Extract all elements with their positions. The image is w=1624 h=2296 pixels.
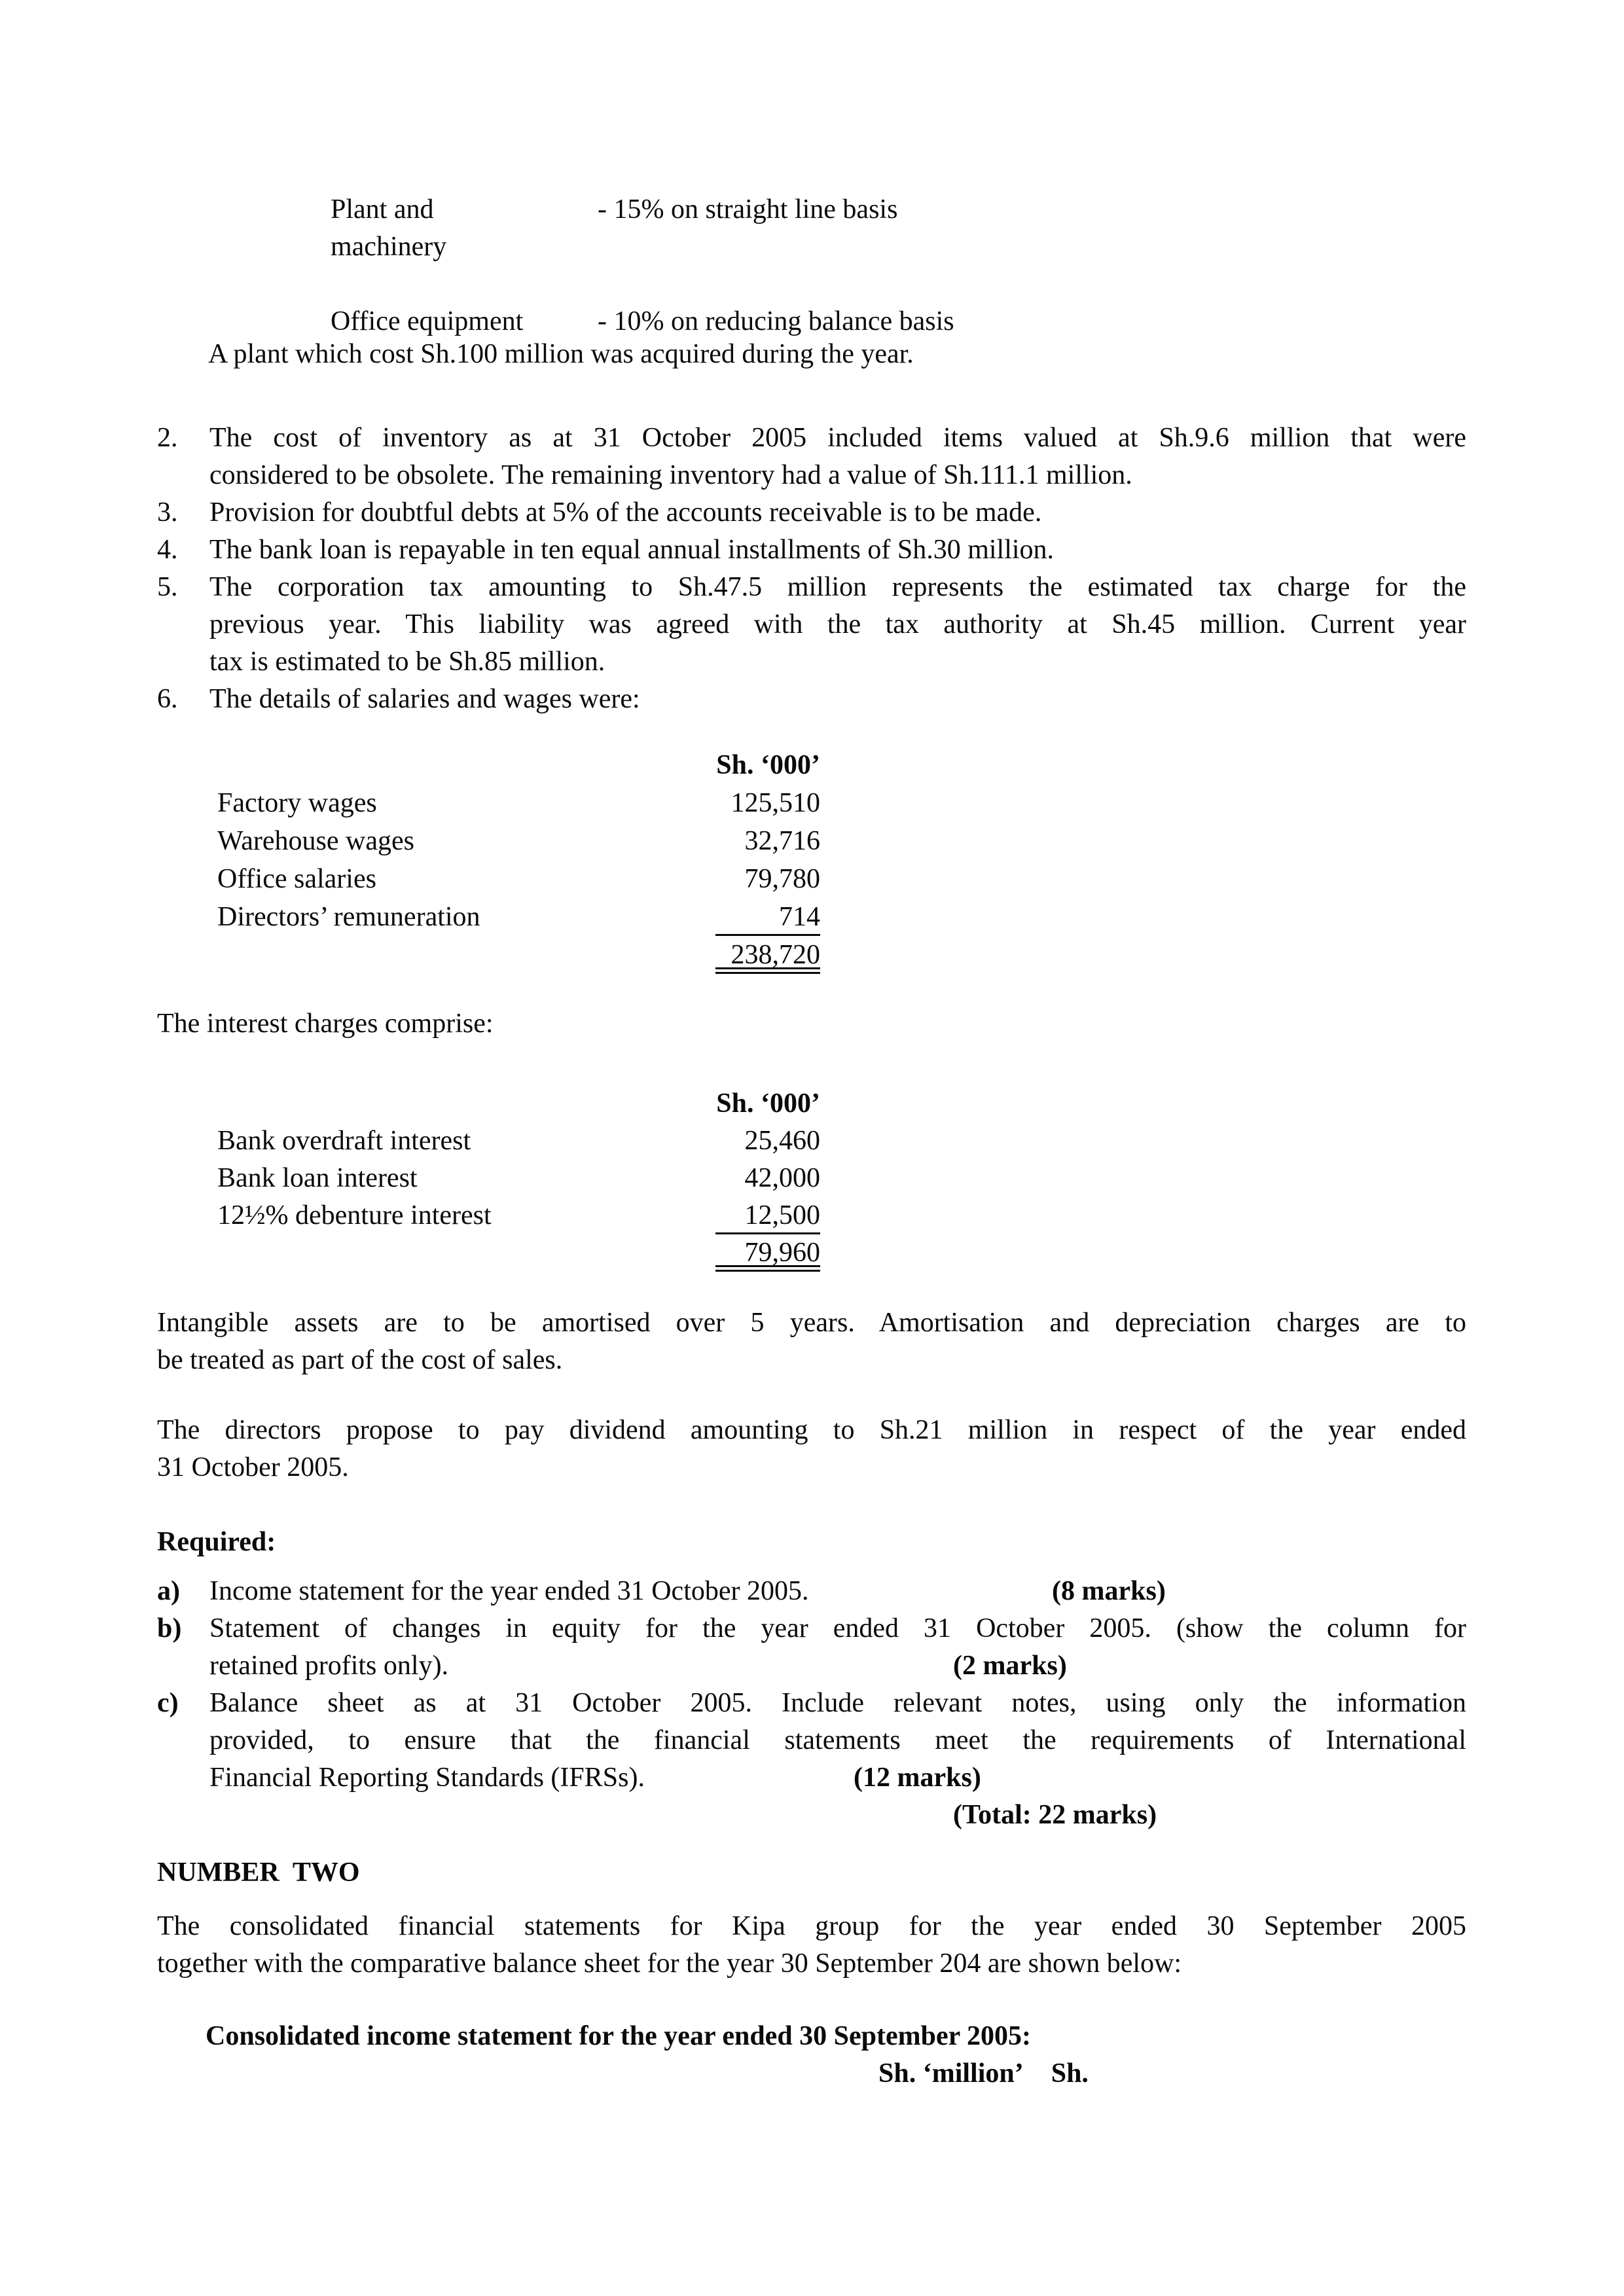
note-text-line: The bank loan is repayable in ten equal annual installments of Sh.30 million. bbox=[209, 535, 1055, 565]
note-item-6 bbox=[157, 681, 1466, 718]
depreciation-rate: - 10% on reducing balance basis bbox=[598, 306, 954, 336]
asset-name: Office equipment bbox=[331, 306, 524, 336]
note-text-line: tax is estimated to be Sh.85 million. bbox=[209, 647, 605, 677]
required-text-line: Income statement for the year ended 31 October 2005. bbox=[209, 1576, 809, 1606]
paragraph-line: 31 October 2005. bbox=[157, 1452, 349, 1482]
table-header-row bbox=[217, 1085, 820, 1122]
table-row bbox=[217, 1122, 820, 1160]
note-item-4 bbox=[157, 531, 1466, 569]
note-item-5 bbox=[157, 569, 1466, 681]
row-label: Bank overdraft interest bbox=[217, 1126, 471, 1156]
amount-cell: 25,460 bbox=[744, 1126, 820, 1156]
note-text-line: Provision for doubtful debts at 5% of the accounts receivable is to be made. bbox=[209, 497, 1042, 528]
note-item-3 bbox=[157, 494, 1466, 531]
required-item-c-cont bbox=[157, 1759, 1466, 1797]
note-number: 5. bbox=[157, 572, 178, 602]
salaries-wages-table bbox=[217, 746, 820, 974]
row-label: Warehouse wages bbox=[217, 826, 414, 856]
note-number: 4. bbox=[157, 535, 178, 565]
required-text-line: provided, to ensure that the financial statements meet the requirements of International bbox=[209, 1725, 1466, 1755]
row-label: 12½% debenture interest bbox=[217, 1200, 492, 1230]
row-label: Directors’ remuneration bbox=[217, 902, 480, 932]
marks-label: (2 marks) bbox=[953, 1651, 1067, 1681]
table-row bbox=[217, 860, 820, 898]
note-text-line: The corporation tax amounting to Sh.47.5 million represents the estimated tax charge for the bbox=[209, 572, 1466, 602]
marks-label: (8 marks) bbox=[1052, 1576, 1166, 1606]
amount-column-header: Sh. ‘000’ bbox=[716, 750, 820, 780]
required-item-b-cont bbox=[157, 1647, 1466, 1685]
plant-acquisition-note: A plant which cost Sh.100 million was acquired during the year. bbox=[208, 339, 914, 369]
table-total-row bbox=[217, 936, 820, 974]
table-header-row bbox=[217, 746, 820, 784]
amount-cell-total: 238,720 bbox=[715, 936, 820, 974]
note-text-line: previous year. This liability was agreed with the tax authority at Sh.45 million. Current year bbox=[209, 609, 1466, 639]
paragraph-line: The consolidated financial statements for Kipa group for the year ended 30 September 2005 bbox=[157, 1911, 1466, 1941]
note-text-line: The cost of inventory as at 31 October 2005 included items valued at Sh.9.6 million that were bbox=[209, 423, 1466, 453]
note-item-2 bbox=[157, 420, 1466, 494]
table-row bbox=[217, 1160, 820, 1197]
note-number: 3. bbox=[157, 497, 178, 528]
required-text-line: Statement of changes in equity for the year ended 31 October 2005. (show the column for bbox=[209, 1613, 1466, 1643]
asset-name: Plant and bbox=[331, 194, 434, 224]
statement-column-headers bbox=[878, 2055, 1089, 2092]
depreciation-rate: - 15% on straight line basis bbox=[598, 194, 898, 224]
required-text-line: retained profits only). bbox=[209, 1651, 449, 1681]
amount-cell: 32,716 bbox=[744, 826, 820, 856]
note-text-line: The details of salaries and wages were: bbox=[209, 684, 640, 714]
required-text-line: Financial Reporting Standards (IFRSs). bbox=[209, 1763, 645, 1793]
item-letter: c) bbox=[157, 1688, 179, 1718]
item-letter: b) bbox=[157, 1613, 182, 1643]
required-item-a bbox=[157, 1573, 1466, 1610]
total-marks-line bbox=[157, 1797, 1466, 1834]
marks-label: (12 marks) bbox=[854, 1763, 981, 1793]
amount-cell: 125,510 bbox=[731, 788, 820, 818]
item-letter: a) bbox=[157, 1576, 180, 1606]
paragraph-line: The directors propose to pay dividend amounting to Sh.21 million in respect of the year ended bbox=[157, 1415, 1466, 1445]
interest-charges-table bbox=[217, 1085, 820, 1272]
required-item-b bbox=[157, 1610, 1466, 1647]
note-number: 2. bbox=[157, 423, 178, 453]
amount-cell-subtotal: 12,500 bbox=[715, 1197, 820, 1234]
required-item-c bbox=[157, 1685, 1466, 1722]
dividend-paragraph bbox=[157, 1412, 1466, 1486]
section-heading-number-two: NUMBER TWO bbox=[157, 1857, 360, 1888]
asset-name: machinery bbox=[331, 232, 447, 262]
required-heading: Required: bbox=[157, 1527, 276, 1557]
amount-cell: 42,000 bbox=[744, 1163, 820, 1193]
column-header-sh: Sh. bbox=[1051, 2058, 1089, 2089]
amount-cell: 79,780 bbox=[744, 864, 820, 894]
note-text-line: considered to be obsolete. The remaining inventory had a value of Sh.111.1 million. bbox=[209, 460, 1132, 490]
required-text-line: Balance sheet as at 31 October 2005. Include relevant notes, using only the information bbox=[209, 1688, 1466, 1718]
number-two-paragraph bbox=[157, 1908, 1466, 1982]
column-header-sh-million: Sh. ‘million’ bbox=[878, 2058, 1024, 2089]
paragraph-line: together with the comparative balance sheet for the year 30 September 204 are shown below: bbox=[157, 1948, 1182, 1979]
note-number: 6. bbox=[157, 684, 178, 714]
table-row bbox=[217, 822, 820, 860]
paragraph-line: Intangible assets are to be amortised over 5 years. Amortisation and depreciation charges are to bbox=[157, 1308, 1466, 1338]
table-row bbox=[217, 898, 820, 936]
row-label: Factory wages bbox=[217, 788, 377, 818]
table-row bbox=[217, 784, 820, 822]
consolidated-income-statement-heading: Consolidated income statement for the year ended 30 September 2005: bbox=[206, 2021, 1032, 2051]
interest-intro: The interest charges comprise: bbox=[157, 1009, 494, 1039]
amount-column-header: Sh. ‘000’ bbox=[716, 1088, 820, 1119]
amount-cell-subtotal: 714 bbox=[715, 898, 820, 936]
row-label: Bank loan interest bbox=[217, 1163, 418, 1193]
table-row bbox=[217, 1197, 820, 1234]
total-marks-label: (Total: 22 marks) bbox=[953, 1800, 1157, 1830]
notes-list bbox=[157, 420, 1466, 718]
amortisation-paragraph bbox=[157, 1304, 1466, 1379]
required-item-c-cont bbox=[157, 1722, 1466, 1759]
required-section bbox=[157, 1573, 1466, 1834]
amount-cell-total: 79,960 bbox=[715, 1234, 820, 1272]
table-total-row bbox=[217, 1234, 820, 1272]
row-label: Office salaries bbox=[217, 864, 376, 894]
paragraph-line: be treated as part of the cost of sales. bbox=[157, 1345, 563, 1375]
